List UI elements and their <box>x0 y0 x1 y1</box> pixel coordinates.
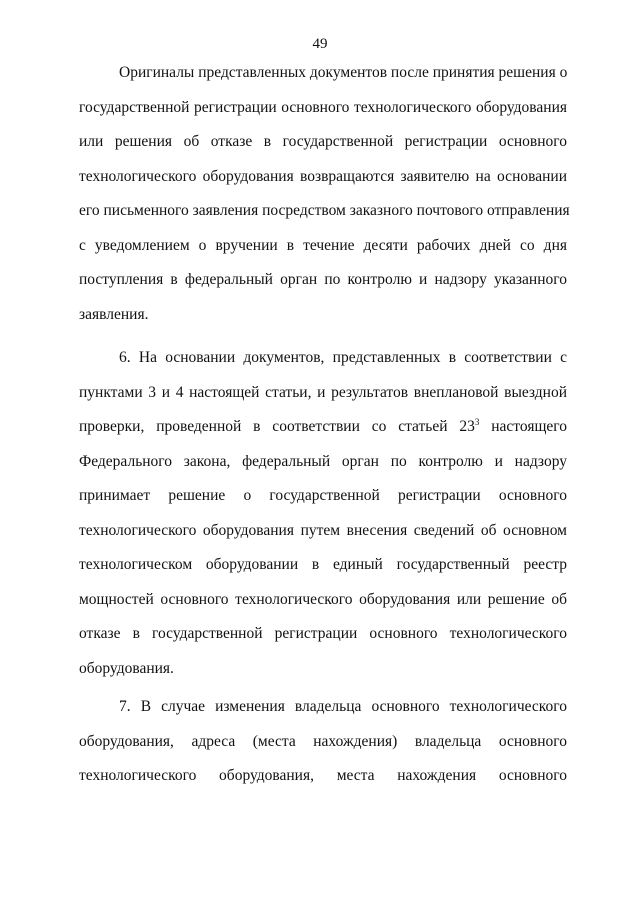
superscript-article-number: 3 <box>474 417 480 427</box>
text-line: оборудования. <box>79 659 174 677</box>
text-line: пунктами 3 и 4 настоящей статьи, и результатов внеплановой выездной <box>79 383 567 401</box>
text-line: Оригиналы представленных документов после принятия решения о <box>119 64 568 81</box>
text-line: технологического оборудования, места нахождения основного <box>79 767 567 784</box>
paragraph-originals-return <box>79 56 570 332</box>
text-line: Федерального закона, федеральный орган по контролю и надзору <box>79 452 567 470</box>
text-line-with-superscript <box>79 410 567 445</box>
text-line: государственной регистрации основного технологического оборудования <box>79 98 567 116</box>
text-line: отказе в государственной регистрации основного технологического <box>79 625 567 642</box>
text-line: технологическом оборудовании в единый государственный реестр <box>79 556 567 573</box>
text-line: принимает решение о государственной регистрации основного <box>79 487 567 504</box>
text-segment: настоящего <box>479 418 567 435</box>
page-number: 49 <box>312 36 328 52</box>
text-segment: проверки, проведенной в соответствии со статьей 23 <box>79 418 475 435</box>
text-line: мощностей основного технологического оборудования или решение об <box>79 590 567 608</box>
text-line: его письменного заявления посредством заказного почтового отправления <box>79 202 570 219</box>
text-line: технологического оборудования путем внесения сведений об основном <box>79 521 567 539</box>
text-line: заявления. <box>79 305 149 323</box>
text-line: технологического оборудования возвращаются заявителю на основании <box>79 167 567 185</box>
paragraph-item-6 <box>79 341 567 686</box>
text-line: поступления в федеральный орган по контролю и надзору указанного <box>79 271 567 288</box>
text-line: оборудования, адреса (места нахождения) владельца основного <box>79 732 567 750</box>
text-line: 6. На основании документов, представленных в соответствии с <box>119 349 567 366</box>
text-line: 7. В случае изменения владельца основного технологического <box>119 698 567 715</box>
text-line: или решения об отказе в государственной регистрации основного <box>79 133 567 150</box>
paragraph-item-7 <box>79 690 567 794</box>
text-line: с уведомлением о вручении в течение десяти рабочих дней со дня <box>79 236 567 254</box>
